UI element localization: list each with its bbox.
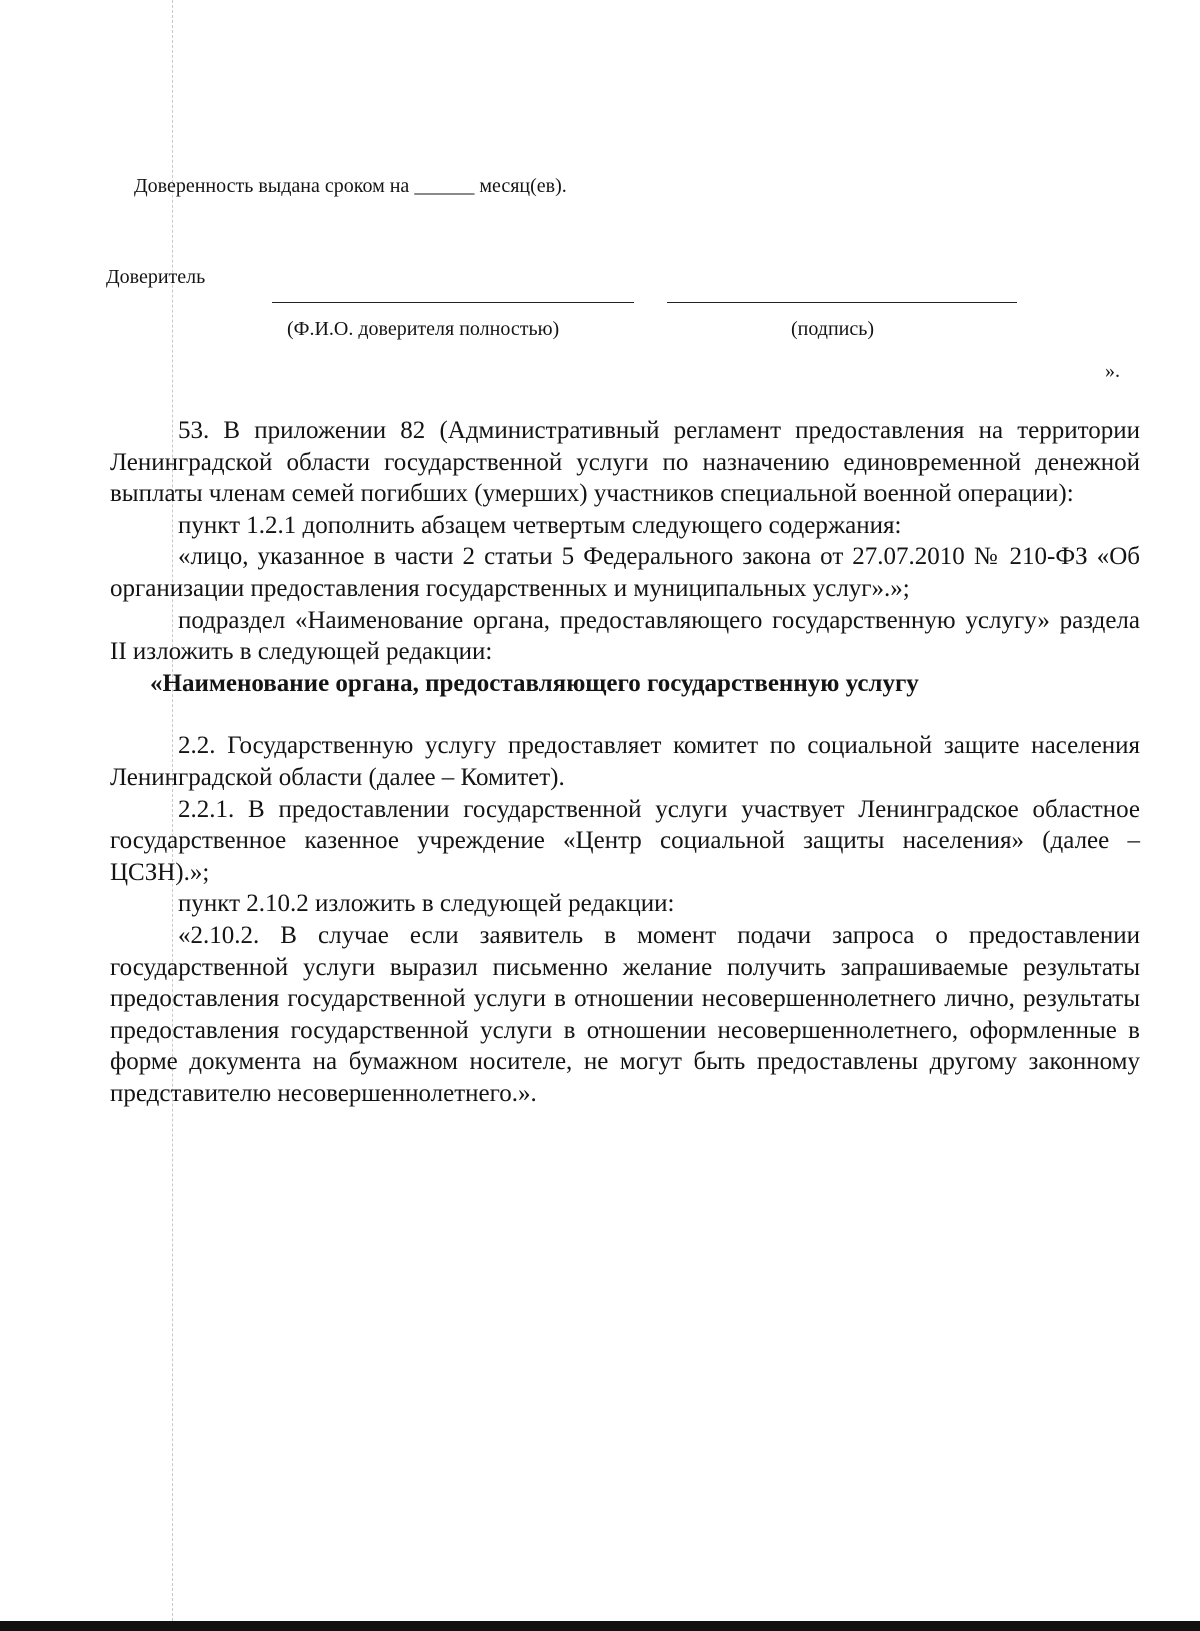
term-blank: ______ [414, 175, 475, 197]
term-before: Доверенность выдана сроком на [134, 175, 410, 197]
paragraph-2-2-1: 2.2.1. В предоставлении государственной услуги участвует Ленинградское областное государственное казенное учреждение «Центр социальной защиты населения» (далее – ЦСЗН).»; [110, 795, 1140, 886]
paragraph-53: 53. В приложении 82 (Административный регламент предоставления на территории Ленинградской области государственной услуги по назначению единовременной денежной выплаты членам семей погибших (умерших) участников специальной военной операции): [110, 417, 1140, 508]
paragraph-2-10-2: «2.10.2. В случае если заявитель в момент подачи запроса о предоставлении государственной услуги выразил письменно желание получить запрашиваемые результаты предоставления государственной услуги в отношении несовершеннолетнего лично, результаты предоставления государственной услуги в отношении несовершеннолетнего, оформленные в форме документа на бумажном носителе, не могут быть предоставлены другому законному представителю несовершеннолетнего.». [110, 921, 1140, 1107]
term-line [134, 175, 567, 198]
section-heading: «Наименование органа, предоставляющего государственную услугу [150, 669, 919, 697]
term-after: месяц(ев). [479, 175, 567, 197]
paragraph-quote-1-2-1: «лицо, указанное в части 2 статьи 5 Федерального закона от 27.07.2010 № 210-ФЗ «Об организации предоставления государственных и муниципальных услуг».»; [110, 543, 1140, 602]
paragraph-amend-2-10-2: пункт 2.10.2 изложить в следующей редакции: [178, 890, 675, 918]
scan-bottom-edge [0, 1621, 1200, 1631]
caption-full-name: (Ф.И.О. доверителя полностью) [287, 318, 560, 340]
paragraph-subsection: подраздел «Наименование органа, предоставляющего государственную услугу» раздела II изложить в следующей редакции: [110, 606, 1140, 666]
document-body [110, 415, 1140, 1109]
closing-quote: ». [1105, 360, 1120, 382]
name-signature-line [272, 302, 634, 303]
paragraph-amend-1-2-1: пункт 1.2.1 дополнить абзацем четвертым следующего содержания: [178, 511, 902, 539]
signature-line [667, 302, 1017, 303]
blank-gap [110, 699, 1140, 730]
principal-label: Доверитель [106, 266, 206, 288]
paragraph-2-2: 2.2. Государственную услугу предоставляет комитет по социальной защите населения Ленинградской области (далее – Комитет). [110, 732, 1140, 791]
caption-signature: (подпись) [791, 318, 875, 340]
